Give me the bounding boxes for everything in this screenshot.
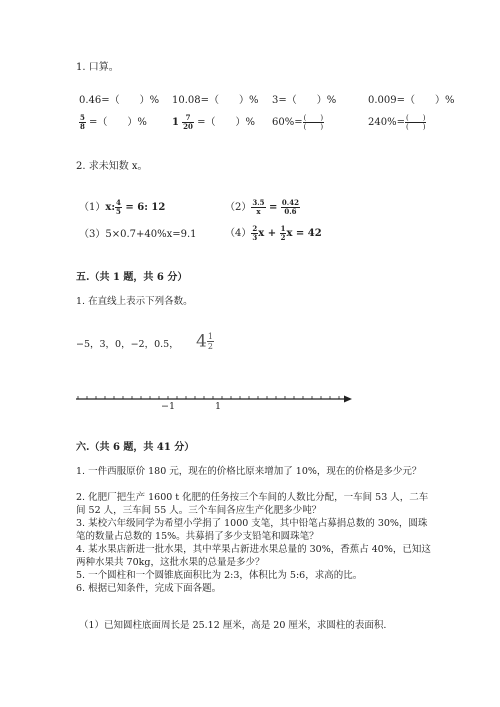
fraction: $\frac{( )}{( )}$ bbox=[405, 114, 426, 131]
equation-2: （2） $\frac{3.5}{x}$ = $\frac{0.42}{0.6}$ bbox=[225, 198, 299, 216]
q1-heading: 1. 口算。 bbox=[76, 62, 119, 73]
calc-item: 3=（ ）% bbox=[272, 95, 337, 106]
problem-6: 6. 根据已知条件，完成下面各题。 bbox=[76, 583, 222, 594]
calc-item: 1 $\frac{7}{20}$ =（ ）% bbox=[172, 113, 255, 131]
fraction: $\frac{5}{8}$ bbox=[80, 113, 85, 131]
tick-label: 1 bbox=[215, 401, 222, 412]
equation-1: （1）x: $\frac{4}{5}$ = 6: 12 bbox=[79, 198, 166, 216]
q2-heading: 2. 求未知数 x。 bbox=[76, 161, 148, 172]
fraction: $\frac{1}{2}$ bbox=[207, 332, 213, 351]
fraction: $\frac{0.42}{0.6}$ bbox=[281, 198, 299, 216]
tick-label: −1 bbox=[161, 401, 176, 412]
section-5-heading: 五.（共 1 题，共 6 分） bbox=[76, 272, 188, 283]
section-6-heading: 六.（共 6 题，共 41 分） bbox=[76, 442, 195, 453]
problem-3: 3. 某校六年级同学为希望小学捐了 1000 支笔，其中铅笔占募捐总数的 30%，圆珠笔的数量占总数的 15%。共募捐了多少支铅笔和圆珠笔？ bbox=[76, 518, 428, 542]
s5-question: 1. 在直线上表示下列各数。 bbox=[76, 296, 193, 307]
calc-item: 0.46=（ ）% bbox=[79, 95, 160, 106]
numbers-list: −5，3，0，−2，0.5， bbox=[76, 339, 179, 350]
equation-3: （3）5×0.7+40%x=9.1 bbox=[79, 229, 197, 240]
equation-4: （4） $\frac{2}{3}$ x + $\frac{1}{2}$ x = 42 bbox=[225, 224, 322, 242]
calc-item: 240%= $\frac{( )}{( )}$ bbox=[368, 114, 426, 131]
fraction: $\frac{2}{3}$ bbox=[252, 224, 258, 242]
calc-item: 10.08=（ ）% bbox=[172, 95, 259, 106]
calc-item: $\frac{5}{8}$ =（ ）% bbox=[80, 113, 147, 131]
arrow-icon bbox=[344, 396, 352, 403]
fraction: $\frac{7}{20}$ bbox=[183, 113, 193, 131]
calc-item: 0.009=（ ）% bbox=[368, 95, 455, 106]
fraction: $\frac{( )}{( )}$ bbox=[303, 114, 324, 131]
problem-1: 1. 一件西服原价 180 元，现在的价格比原来增加了 10%，现在的价格是多少元？ bbox=[76, 466, 422, 477]
fraction: $\frac{3.5}{x}$ bbox=[252, 198, 265, 216]
calc-item: 60%= $\frac{( )}{( )}$ bbox=[272, 114, 324, 131]
fraction: $\frac{1}{2}$ bbox=[280, 224, 286, 242]
problem-2: 2. 化肥厂把生产 1600 t 化肥的任务按三个车间的人数比分配，一车间 53 人，二车间 52 人，三车间 55 人。三个车间各应生产化肥多少吨？ bbox=[76, 492, 429, 516]
fraction: $\frac{4}{5}$ bbox=[116, 198, 121, 216]
problem-5: 5. 一个圆柱和一个圆锥底面积比为 2:3，体积比为 5:6，求高的比。 bbox=[76, 570, 363, 581]
problem-4: 4. 某水果店新进一批水果，其中苹果占新进水果总量的 30%，香蕉占 40%，已知这两种水果共 70kg，这批水果的总量是多少？ bbox=[76, 544, 431, 568]
sub-question-1: （1）已知圆柱底面周长是 25.12 厘米，高是 20 厘米，求圆柱的表面积. bbox=[79, 620, 387, 631]
mixed-number: 4 $\frac{1}{2}$ bbox=[196, 331, 213, 352]
